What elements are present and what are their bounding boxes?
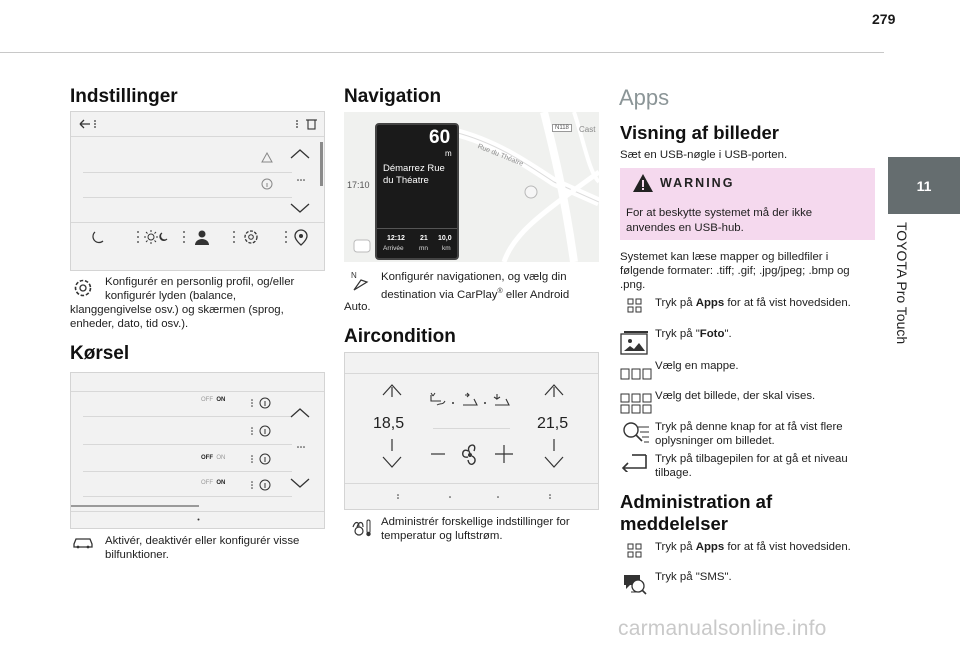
ellipsis-icon (297, 178, 305, 182)
step-back-1: Tryk på tilbagepilen for at gå et niveau (655, 453, 848, 465)
back-arrow-icon (620, 452, 648, 472)
apps-grid-icon (627, 543, 643, 559)
step-details-2: oplysninger om billedet. (655, 435, 775, 447)
airflow-mode-icons[interactable] (427, 391, 519, 411)
driving-panel (70, 372, 325, 529)
brightness-icon[interactable] (135, 228, 171, 246)
driving-desc-1: Aktivér, deaktivér eller konfigurér visse (105, 535, 300, 547)
step-details-1: Tryk på denne knap for at få vist flere (655, 421, 843, 433)
formats-text-2: følgende formater: .tiff; .gif; .jpg/jpeg; .bmp og (620, 265, 850, 277)
step-folder: Vælg en mappe. (655, 360, 739, 372)
map-road-badge: N118 (552, 124, 572, 132)
formats-text-1: Systemet kan læse mapper og billedfiler i (620, 251, 829, 263)
step-photo: Tryk på "Foto". (655, 328, 732, 340)
chevron-up-icon[interactable] (289, 148, 311, 160)
arrival-time: 12:12 (387, 235, 405, 242)
warning-icon (261, 152, 273, 164)
minutes-label: mn (419, 245, 429, 252)
navigation-icon (350, 270, 370, 292)
row-menu-info-icon[interactable] (249, 479, 273, 491)
msg-step-apps: Tryk på Apps for at få vist hovedsiden. (655, 541, 851, 553)
page-number: 279 (872, 11, 896, 27)
temp-up-right-icon[interactable] (543, 383, 565, 397)
messages-heading-2: meddelelser (620, 513, 728, 534)
settings-desc-3: klanggengivelse osv.) og skærmen (sprog, (70, 304, 284, 316)
scrollbar[interactable] (320, 142, 323, 186)
km: 10,0 (438, 235, 452, 242)
sms-icon (622, 573, 648, 595)
temp-up-left-icon[interactable] (381, 383, 403, 397)
fan-icon (455, 441, 485, 469)
navigation-desc-2: destination via CarPlay® eller Android (381, 288, 570, 301)
distance: 60 (429, 127, 451, 148)
distance-unit: m (445, 149, 452, 158)
page-dot (197, 518, 200, 521)
profile-icon[interactable] (181, 228, 211, 246)
navigation-instruction-card (375, 123, 459, 260)
settings-desc-2: konfigurér lyden (balance, (105, 290, 237, 302)
insert-usb-text: Sæt en USB-nøgle i USB-porten. (620, 149, 788, 161)
settings-desc-4: enheder, dato, tid osv.). (70, 318, 189, 330)
row-menu-info-icon[interactable] (249, 453, 273, 465)
messages-heading-1: Administration af (620, 491, 773, 512)
settings-panel (70, 111, 325, 271)
details-icon (622, 421, 650, 447)
minutes: 21 (420, 235, 428, 242)
settings-desc-1: Konfigurér en personlig profil, og/eller (105, 276, 295, 288)
instruction-1: Démarrez Rue (383, 163, 445, 174)
msg-step-sms: Tryk på "SMS". (655, 571, 732, 583)
aircondition-heading: Aircondition (344, 326, 456, 347)
aircondition-desc-1: Administrér forskellige indstillinger for (381, 516, 570, 528)
photo-icon (620, 330, 650, 356)
apps-heading: Apps (619, 85, 670, 110)
sidebar-label: TOYOTA Pro Touch (894, 222, 910, 345)
fan-minus-icon[interactable] (431, 453, 445, 455)
warning-text-2: anvendes en USB-hub. (626, 222, 744, 234)
toggle-2[interactable]: OFF ON (201, 455, 226, 461)
ellipsis-icon (297, 445, 305, 449)
clock: 17:10 (347, 180, 370, 190)
navigation-desc-3: Auto. (344, 301, 371, 313)
watermark: carmanualsonline.info (618, 617, 827, 640)
warning-title: WARNING (660, 176, 735, 190)
map-place-label: Cast (579, 125, 596, 134)
chapter-tab[interactable]: 11 (888, 157, 960, 214)
navigation-heading: Navigation (344, 86, 442, 107)
step-apps: Tryk på Apps for at få vist hovedsiden. (655, 297, 851, 309)
image-grid-icon (620, 393, 652, 415)
temp-down-left-icon[interactable] (381, 439, 403, 469)
settings-heading: Indstillinger (70, 86, 178, 107)
warning-triangle-icon (632, 173, 654, 193)
row-menu-info-icon[interactable] (249, 397, 273, 409)
car-icon (72, 536, 94, 550)
header-divider (0, 52, 884, 53)
more-icon[interactable] (293, 117, 323, 131)
view-images-heading: Visning af billeder (620, 122, 780, 143)
map-street-label: Rue du Théatre (476, 143, 525, 168)
night-mode-icon[interactable] (87, 230, 107, 246)
apps-grid-icon (627, 298, 643, 314)
temp-down-right-icon[interactable] (543, 439, 565, 469)
warning-text-1: For at beskytte systemet må der ikke (626, 207, 813, 219)
instruction-2: du Théatre (383, 175, 429, 186)
arrival-label: Arrivée (383, 245, 404, 252)
location-settings-icon[interactable] (283, 228, 313, 246)
svg-text:N: N (351, 271, 357, 280)
step-back-2: tilbage. (655, 467, 692, 479)
driving-heading: Kørsel (70, 343, 130, 364)
folder-view-icon (620, 368, 652, 380)
toggle-3[interactable]: OFF ON (201, 480, 226, 486)
aircondition-panel (344, 352, 599, 510)
chevron-down-icon[interactable] (289, 202, 311, 214)
temperature-left: 18,5 (373, 415, 405, 432)
navigation-desc-1: Konfigurér navigationen, og vælg din (381, 271, 567, 283)
formats-text-3: .png. (620, 279, 646, 291)
settings-gear-icon[interactable] (231, 228, 263, 246)
km-label: km (442, 245, 451, 252)
toggle-1[interactable]: OFF ON (201, 397, 226, 403)
info-icon (261, 178, 273, 190)
chevron-up-icon[interactable] (289, 407, 311, 419)
chevron-down-icon[interactable] (289, 477, 311, 489)
driving-desc-2: bilfunktioner. (105, 549, 169, 561)
temperature-right: 21,5 (537, 415, 569, 432)
settings-gear-icon (72, 277, 94, 299)
step-image: Vælg det billede, der skal vises. (655, 390, 816, 402)
bottom-dots (395, 493, 555, 501)
back-icon[interactable] (77, 117, 99, 131)
fan-plus-icon[interactable] (495, 445, 513, 463)
aircondition-desc-2: temperatur og luftstrøm. (381, 530, 503, 542)
climate-icon (350, 517, 374, 539)
row-menu-info-icon[interactable] (249, 425, 273, 437)
